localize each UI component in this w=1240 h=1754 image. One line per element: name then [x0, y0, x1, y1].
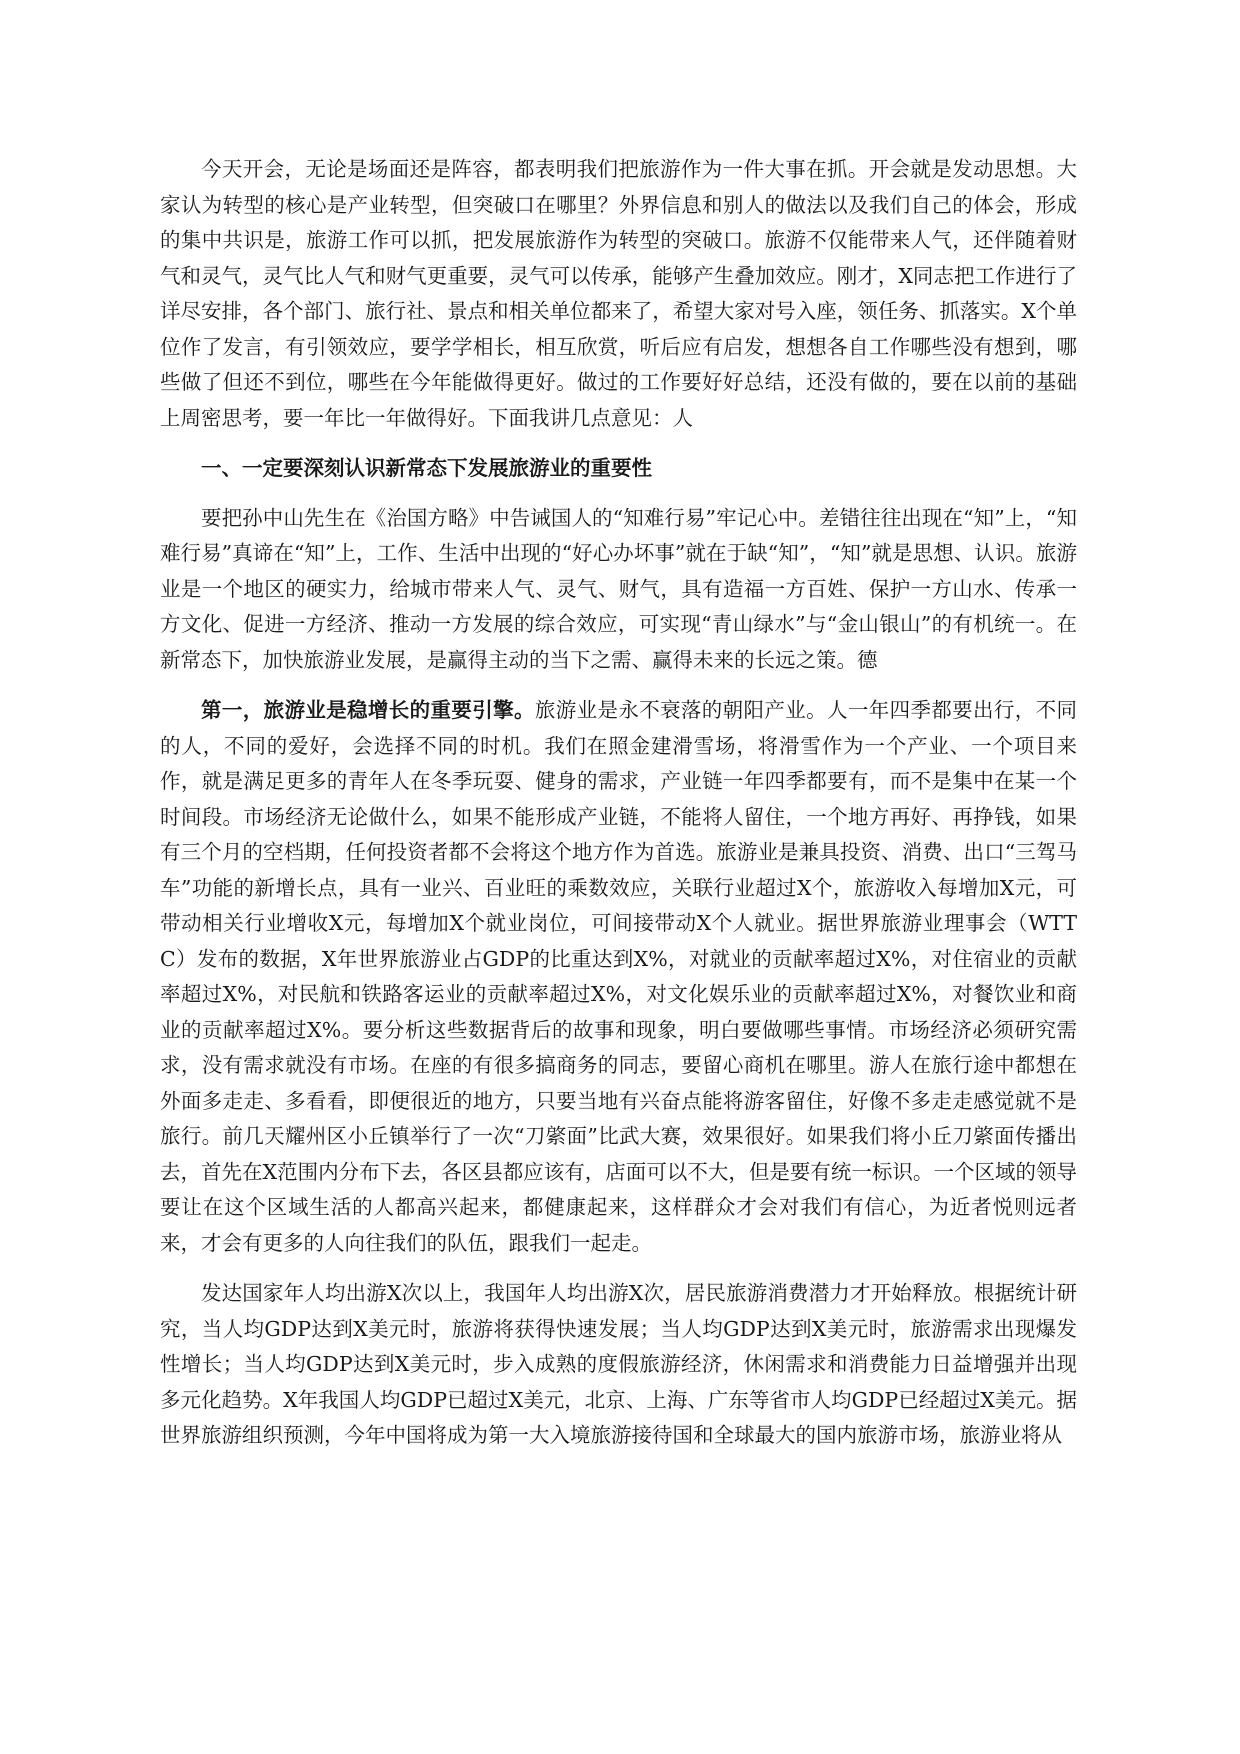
section-heading: 一、一定要深刻认识新常态下发展旅游业的重要性	[201, 456, 652, 480]
document-body	[160, 152, 1077, 1469]
point-paragraph	[160, 693, 1077, 1261]
point-body-text: 旅游业是永不衰落的朝阳产业。人一年四季都要出行，不同的人，不同的爱好，会选择不同的时机。我们在照金建滑雪场，将滑雪作为一个产业、一个项目来作，就是满足更多的青年人在冬季玩耍、健身的需求，产业链一年四季都要有，而不是集中在某一个时间段。市场经济无论做什么，如果不能形成产业链，不能将人留住，一个地方再好、再挣钱，如果有三个月的空档期，任何投资者都不会将这个地方作为首选。旅游业是兼具投资、消费、出口“三驾马车”功能的新增长点，具有一业兴、百业旺的乘数效应，关联行业超过X个，旅游收入每增加X元，可带动相关行业增收X元，每增加X个就业岗位，可间接带动X个人就业。据世界旅游业理事会（WTTC）发布的数据，X年世界旅游业占GDP的比重达到X%，对就业的贡献率超过X%，对住宿业的贡献率超过X%，对民航和铁路客运业的贡献率超过X%，对文化娱乐业的贡献率超过X%，对餐饮业和商业的贡献率超过X%。要分析这些数据背后的故事和现象，明白要做哪些事情。市场经济必须研究需求，没有需求就没有市场。在座的有很多搞商务的同志，要留心商机在哪里。游人在旅行途中都想在外面多走走、多看看，即便很近的地方，只要当地有兴奋点能将游客留住，好像不多走走感觉就不是旅行。前几天耀州区小丘镇举行了一次“刀綮面”比武大赛，效果很好。如果我们将小丘刀綮面传播出去，首先在X范围内分布下去，各区县都应该有，店面可以不大，但是要有统一标识。一个区域的领导要让在这个区域生活的人都高兴起来，都健康起来，这样群众才会对我们有信心，为近者悦则远者来，才会有更多的人向往我们的队伍，跟我们一起走。	[160, 698, 1078, 1255]
intro-paragraph: 今天开会，无论是场面还是阵容，都表明我们把旅游作为一件大事在抓。开会就是发动思想。大家认为转型的核心是产业转型，但突破口在哪里？外界信息和别人的做法以及我们自己的体会，形成的集中共识是，旅游工作可以抓，把发展旅游作为转型的突破口。旅游不仅能带来人气，还伴随着财气和灵气，灵气比人气和财气更重要，灵气可以传承，能够产生叠加效应。刚才，X同志把工作进行了详尽安排，各个部门、旅行社、景点和相关单位都来了，希望大家对号入座，领任务、抓落实。X个单位作了发言，有引领效应，要学学相长，相互欣赏，听后应有启发，想想各自工作哪些没有想到，哪些做了但还不到位，哪些在今年能做得更好。做过的工作要好好总结，还没有做的，要在以前的基础上周密思考，要一年比一年做得好。下面我讲几点意见：人	[160, 157, 1077, 430]
point-lead-text: 第一，旅游业是稳增长的重要引擎。	[201, 698, 535, 722]
section-paragraph: 要把孙中山先生在《治国方略》中告诫国人的“知难行易”牢记心中。差错往往出现在“知”上，“知难行易”真谛在“知”上，工作、生活中出现的“好心办坏事”就在于缺“知”，“知”就是思想、认识。旅游业是一个地区的硬实力，给城市带来人气、灵气、财气，具有造福一方百姓、保护一方山水、传承一方文化、促进一方经济、推动一方发展的综合效应，可实现“青山绿水”与“金山银山”的有机统一。在新常态下，加快旅游业发展，是赢得主动的当下之需、赢得未来的长远之策。德	[160, 505, 1077, 672]
gdp-paragraph: 发达国家年人均出游X次以上，我国年人均出游X次，居民旅游消费潜力才开始释放。根据统计研究，当人均GDP达到X美元时，旅游将获得快速发展；当人均GDP达到X美元时，旅游需求出现爆发性增长；当人均GDP达到X美元时，步入成熟的度假旅游经济，休闲需求和消费能力日益增强并出现多元化趋势。X年我国人均GDP已超过X美元，北京、上海、广东等省市人均GDP已经超过X美元。据世界旅游组织预测，今年中国将成为第一大入境旅游接待国和全球最大的国内旅游市场，旅游业将从	[160, 1281, 1077, 1447]
